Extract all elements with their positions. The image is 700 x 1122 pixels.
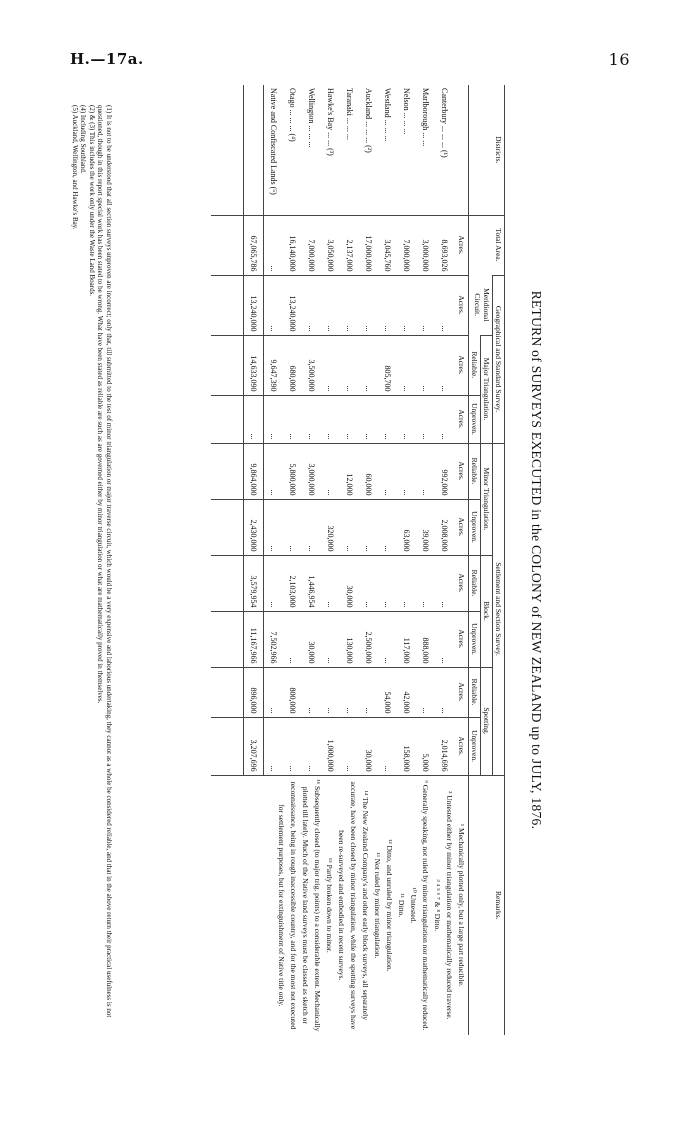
acreage-cell: 3,000,000	[416, 215, 435, 275]
col-block-reliable: Reliable.	[469, 555, 481, 611]
acreage-cell: ...	[283, 611, 302, 667]
col-major-reliable: Reliable.	[469, 335, 481, 395]
acreage-cell: ...	[397, 275, 416, 335]
acreage-cell: ...	[359, 335, 378, 395]
col-meridional: Meridional Circuit.	[469, 275, 493, 335]
acreage-cell: ...	[340, 275, 359, 335]
acreage-cell: ...	[359, 275, 378, 335]
acreage-cell: 60,000	[359, 443, 378, 499]
acreage-cell: ...	[359, 667, 378, 717]
unit-cell: Acres.	[454, 395, 469, 443]
acreage-cell: ...	[283, 395, 302, 443]
acreage-cell: 158,000	[397, 717, 416, 775]
document-title: RETURN of SURVEYS EXECUTED in the COLONY of NEW ZEALAND up to JULY, 1876.	[529, 290, 544, 830]
total-cell: 3,579,954	[244, 555, 264, 611]
acreage-cell: ...	[416, 443, 435, 499]
unit-cell: Acres.	[454, 275, 469, 335]
acreage-cell: ...	[416, 395, 435, 443]
acreage-cell: 680,000	[283, 335, 302, 395]
remark-line: ¹ Mechanically plotted only, but a large part reducible.	[457, 823, 466, 987]
acreage-cell: ...	[378, 611, 397, 667]
remark-line: ² Untested either by minor triangulation or mathematically reduced traverse.	[445, 791, 454, 1020]
acreage-cell: ...	[264, 555, 284, 611]
acreage-cell: ...	[321, 555, 340, 611]
acreage-cell: 888,000	[416, 611, 435, 667]
remark-line: ¹⁴ The New Zealand Company's and other early block surveys, all separately accurate, have been closed by minor triangulation, while the spotting surveys have been re-surveyed and embodied in recent surveys.	[337, 781, 370, 1030]
acreage-cell: ...	[302, 499, 321, 555]
remark-line: ¹⁵ Partly broken down to minor.	[325, 857, 334, 953]
acreage-cell: ...	[416, 335, 435, 395]
acreage-cell: 7,000,000	[397, 215, 416, 275]
acreage-cell: ...	[264, 717, 284, 775]
total-cell: ...	[244, 395, 264, 443]
acreage-cell: 2,103,000	[283, 555, 302, 611]
col-settlement-group: Settlement and Section Survey.	[493, 443, 505, 775]
unit-cell: Acres.	[454, 499, 469, 555]
total-cell: 2,430,000	[244, 499, 264, 555]
survey-table	[211, 85, 505, 1035]
acreage-cell: ...	[302, 667, 321, 717]
acreage-cell: ...	[264, 395, 284, 443]
acreage-cell: 63,000	[397, 499, 416, 555]
district-name: Hawke's Bay ... ... (³)	[326, 88, 335, 156]
acreage-cell: ...	[378, 395, 397, 443]
unit-cell: Acres.	[454, 215, 469, 275]
unit-cell: Acres.	[454, 555, 469, 611]
acreage-cell: 7,000,000	[302, 215, 321, 275]
acreage-cell: 5,800,000	[283, 443, 302, 499]
totals-label	[244, 85, 264, 215]
acreage-cell: ...	[302, 717, 321, 775]
acreage-cell: ...	[340, 335, 359, 395]
acreage-cell: ...	[264, 667, 284, 717]
acreage-cell: 1,000,000	[321, 717, 340, 775]
remark-line: ³ ⁴ ⁵ ⁶ ⁷ & ⁸ Ditto.	[433, 879, 442, 932]
acreage-cell: ...	[340, 395, 359, 443]
footnote-line: (2) & (3) This includes the work only under the Waste Land Boards.	[87, 105, 96, 297]
acreage-cell: ...	[321, 395, 340, 443]
acreage-cell: 800,000	[283, 667, 302, 717]
acreage-cell: ...	[321, 667, 340, 717]
remark-line: ¹³ Not ruled by minor triangulation.	[373, 852, 382, 959]
acreage-cell: ...	[321, 275, 340, 335]
col-geo-group: Geographical and Standard Survey.	[493, 275, 505, 443]
acreage-cell: 3,050,000	[321, 215, 340, 275]
acreage-cell: ...	[283, 717, 302, 775]
col-districts: Districts.	[469, 85, 505, 215]
acreage-cell: ...	[264, 275, 284, 335]
remark-line: ¹⁶ Subsequently closed (to major trig. points) to a considerable extent. Mechanically plotted till lately. Much of the Native land surveys must be classed as sketch or reconnaissance, being in rough inaccessible country, and for the most not executed for settlement purposes, but for extinguishment of Native title only.	[277, 779, 322, 1032]
acreage-cell: 16,140,000	[283, 215, 302, 275]
acreage-cell: 30,000	[302, 611, 321, 667]
acreage-cell: ...	[302, 275, 321, 335]
col-block-unproven: Unproven.	[469, 611, 481, 667]
acreage-cell: ...	[435, 275, 454, 335]
acreage-cell: ...	[435, 667, 454, 717]
acreage-cell: ...	[359, 555, 378, 611]
acreage-cell: ...	[416, 667, 435, 717]
remark-line: ¹² Ditto, and unruled by minor triangulation.	[385, 839, 394, 972]
acreage-cell: 3,500,000	[302, 335, 321, 395]
acreage-cell: 992,000	[435, 443, 454, 499]
acreage-cell: ...	[378, 499, 397, 555]
district-name: Westland ... ... ...	[383, 88, 392, 142]
remark-line: ⁹ Generally speaking, not ruled by minor triangulation nor mathematically reduced.	[421, 780, 430, 1031]
page-number: 16	[608, 50, 630, 69]
acreage-cell: ...	[359, 499, 378, 555]
acreage-cell: 805,700	[378, 335, 397, 395]
acreage-cell: ...	[264, 215, 284, 275]
col-major: Major Triangulation.	[481, 335, 493, 443]
footnote-line: (4) Including Southland.	[79, 105, 88, 174]
acreage-cell: ...	[359, 395, 378, 443]
footnote-line: (1) It is not to be understood that all section surveys unproven are incorrect; only that, till submitted to the test of minor triangulation or major traverse circuit, which would be a very expensive and laborious undertaking, they cannot as a whole be considered reliable, and that in the above return their practical usefulness is not questioned, though in this report special work has been stated to be wrong. What have been stated as reliable are such as are governed either by minor triangulation or what are mathematically proved in themselves.	[96, 105, 113, 1018]
acreage-cell: 17,000,000	[359, 215, 378, 275]
district-name: Canterbury ... ... ... (¹)	[440, 88, 449, 158]
acreage-cell: 2,137,000	[340, 215, 359, 275]
acreage-cell: ...	[340, 667, 359, 717]
col-spotting: Spotting.	[481, 667, 493, 775]
acreage-cell: 1,446,954	[302, 555, 321, 611]
col-total-area: Total Area.	[469, 215, 505, 275]
district-name: Marlborough ... ...	[421, 88, 430, 147]
col-block: Block.	[481, 555, 493, 667]
col-minor: Minor Triangulation.	[481, 443, 493, 555]
acreage-cell: 13,240,000	[283, 275, 302, 335]
total-cell: 13,240,000	[244, 275, 264, 335]
unit-cell	[454, 85, 469, 215]
total-cell: 11,167,966	[244, 611, 264, 667]
acreage-cell: ...	[397, 395, 416, 443]
unit-cell: Acres.	[454, 443, 469, 499]
acreage-cell: ...	[302, 395, 321, 443]
acreage-cell: 30,000	[340, 555, 359, 611]
page-code: H.—17a.	[70, 50, 144, 68]
rotated-table-block	[50, 85, 560, 1035]
acreage-cell: 130,000	[340, 611, 359, 667]
acreage-cell: 7,502,966	[264, 611, 284, 667]
district-name: Taranaki ... ... ...	[345, 88, 354, 140]
unit-cell: Acres.	[454, 667, 469, 717]
col-remarks: Remarks.	[469, 775, 505, 1035]
acreage-cell: ...	[397, 335, 416, 395]
acreage-cell: ...	[321, 335, 340, 395]
acreage-cell: 117,000	[397, 611, 416, 667]
total-cell: 3,207,696	[244, 717, 264, 775]
district-name: Wellington ... ... ...	[307, 88, 316, 148]
col-minor-unproven: Unproven.	[469, 499, 481, 555]
footnotes	[70, 105, 113, 1025]
acreage-cell: ...	[264, 443, 284, 499]
acreage-cell: 3,000,000	[302, 443, 321, 499]
acreage-cell: 12,000	[340, 443, 359, 499]
remark-line: ¹⁰ Untested.	[409, 887, 418, 924]
unit-cell: Acres.	[454, 611, 469, 667]
total-cell: 14,633,090	[244, 335, 264, 395]
acreage-cell: ...	[283, 499, 302, 555]
acreage-cell: ...	[416, 275, 435, 335]
col-spotting-reliable: Reliable.	[469, 667, 481, 717]
acreage-cell: 39,000	[416, 499, 435, 555]
acreage-cell: ...	[340, 717, 359, 775]
col-spotting-unproven: Unproven.	[469, 717, 481, 775]
acreage-cell: 30,000	[359, 717, 378, 775]
acreage-cell: ...	[435, 611, 454, 667]
remarks-cell	[211, 775, 469, 1035]
district-name: Otago ... ... ... (⁴)	[288, 88, 297, 142]
acreage-cell: ...	[416, 555, 435, 611]
acreage-cell: ...	[435, 555, 454, 611]
district-name: Auckland ... ... ... (²)	[364, 88, 373, 153]
acreage-cell: ...	[397, 443, 416, 499]
district-name: Native and Confiscated Lands (⁵)	[269, 88, 278, 195]
col-minor-reliable: Reliable.	[469, 443, 481, 499]
unit-cell: Acres.	[454, 335, 469, 395]
col-major-unproven: Unproven.	[469, 395, 481, 443]
acreage-cell: ...	[378, 443, 397, 499]
acreage-cell: ...	[321, 611, 340, 667]
total-cell: 67,065,786	[244, 215, 264, 275]
acreage-cell: 5,000	[416, 717, 435, 775]
acreage-cell: 9,647,390	[264, 335, 284, 395]
acreage-cell: 3,045,760	[378, 215, 397, 275]
footnote-line: (5) Auckland, Wellington, and Hawke's Bay.	[70, 105, 79, 230]
acreage-cell: 42,000	[397, 667, 416, 717]
acreage-cell: ...	[378, 555, 397, 611]
acreage-cell: 2,500,000	[359, 611, 378, 667]
total-cell: 896,000	[244, 667, 264, 717]
acreage-cell: ...	[397, 555, 416, 611]
acreage-cell: ...	[435, 395, 454, 443]
acreage-cell: ...	[340, 499, 359, 555]
unit-cell: Acres.	[454, 717, 469, 775]
acreage-cell: 2,014,696	[435, 717, 454, 775]
district-name: Nelson ... ... ...	[402, 88, 411, 135]
acreage-cell: ...	[435, 335, 454, 395]
acreage-cell: ...	[378, 717, 397, 775]
acreage-cell: 8,693,026	[435, 215, 454, 275]
remark-line: ¹¹ Ditto.	[397, 893, 406, 918]
total-cell: 9,864,000	[244, 443, 264, 499]
acreage-cell: ...	[321, 443, 340, 499]
acreage-cell: 320,000	[321, 499, 340, 555]
acreage-cell: ...	[264, 499, 284, 555]
acreage-cell: 2,008,000	[435, 499, 454, 555]
acreage-cell: ...	[378, 275, 397, 335]
acreage-cell: 54,000	[378, 667, 397, 717]
